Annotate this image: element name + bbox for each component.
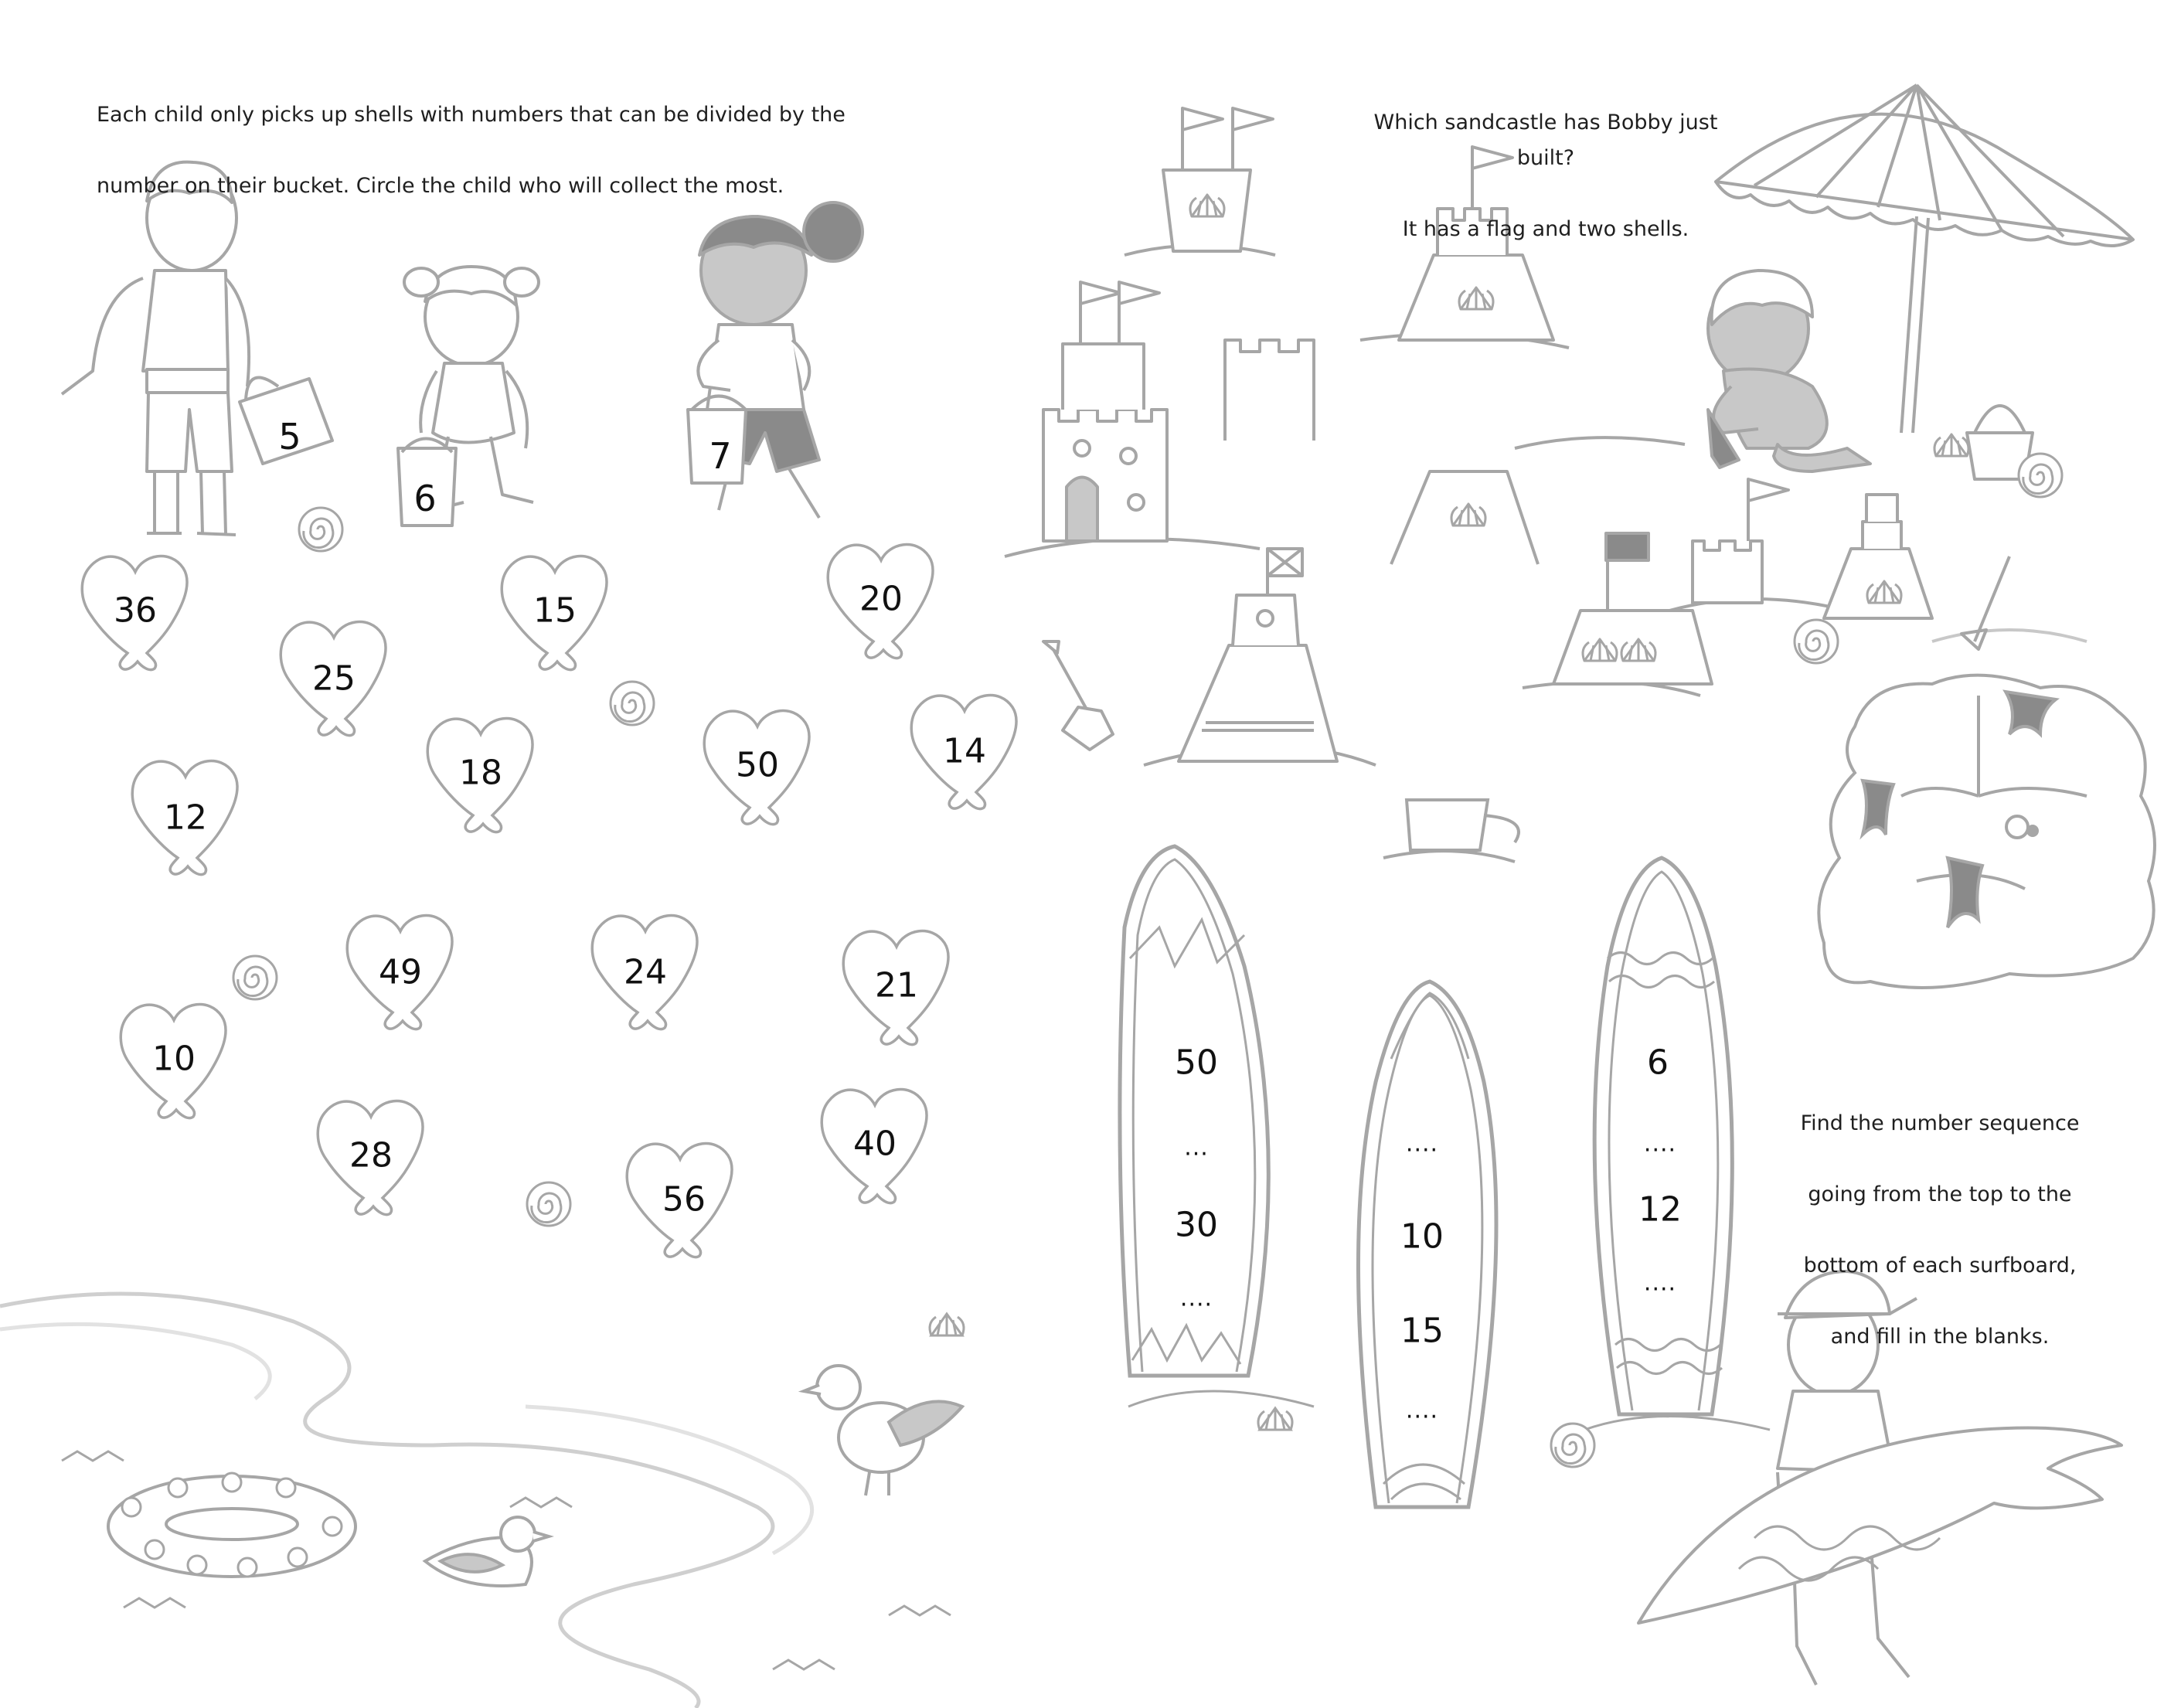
- surf-instructions-line-1: Find the number sequence: [1800, 1111, 2080, 1135]
- rock-pool: [1819, 675, 2155, 988]
- shell-number[interactable]: 40: [853, 1124, 897, 1164]
- castle-question: [1345, 70, 1747, 283]
- shell-number[interactable]: 24: [624, 952, 667, 992]
- bucket-number-girl: 6: [413, 478, 437, 519]
- shell-number[interactable]: 10: [152, 1039, 196, 1079]
- surfboard-middle-low: 15: [1400, 1311, 1444, 1351]
- small-scallop-1: [930, 1314, 964, 1335]
- spiral-shell-4: [527, 1182, 570, 1226]
- surfboard-left: [1120, 846, 1314, 1407]
- shell-number[interactable]: 50: [736, 745, 779, 785]
- shell-number[interactable]: 15: [533, 590, 577, 631]
- seagull-swimming: [425, 1517, 549, 1586]
- castle-question-line-2: It has a flag and two shells.: [1402, 217, 1689, 241]
- small-scallop-2: [1258, 1408, 1292, 1430]
- surfboard-right-blank-2[interactable]: ....: [1643, 1269, 1677, 1297]
- surfboard-left-blank-2[interactable]: ....: [1179, 1284, 1213, 1312]
- spiral-shell-1: [299, 508, 342, 551]
- surfboard-middle-blank-1[interactable]: ....: [1405, 1130, 1439, 1158]
- spiral-shell-5: [1551, 1424, 1594, 1467]
- shell-number[interactable]: 36: [114, 590, 157, 631]
- castle-question-line-1: Which sandcastle has Bobby just built?: [1373, 111, 1718, 170]
- surf-instructions-line-4: and fill in the blanks.: [1830, 1325, 2050, 1349]
- surf-instructions-line-2: going from the top to the: [1808, 1182, 2072, 1206]
- surfboard-right: [1584, 858, 1770, 1430]
- small-bucket: [1383, 800, 1519, 862]
- shell-number[interactable]: 21: [875, 965, 918, 1005]
- shells-instructions-line-2: number on their bucket. Circle the child who will collect the most.: [97, 174, 784, 198]
- bucket-number-girl2: 7: [709, 435, 732, 477]
- shells-instructions-line-1: Each child only picks up shells with numbers that can be divided by the: [97, 103, 846, 127]
- surfboard-middle-mid: 10: [1400, 1216, 1444, 1257]
- bucket-number-boy: 5: [278, 416, 301, 458]
- surfboard-instructions: [1785, 1070, 2094, 1390]
- surfboard-middle-blank-2[interactable]: ....: [1405, 1397, 1439, 1424]
- surfboard-right-mid: 12: [1638, 1189, 1682, 1230]
- surf-instructions-line-3: bottom of each surfboard,: [1803, 1254, 2077, 1278]
- surfboard-right-top: 6: [1647, 1043, 1669, 1083]
- surfboard-left-blank-1[interactable]: ...: [1184, 1134, 1209, 1162]
- shell-number[interactable]: 14: [943, 731, 986, 771]
- surfboard-left-mid: 30: [1175, 1205, 1218, 1245]
- shell-number[interactable]: 49: [379, 952, 422, 992]
- shell-number[interactable]: 56: [662, 1179, 706, 1220]
- surfboard-left-top: 50: [1175, 1043, 1218, 1083]
- spiral-shell-2: [611, 682, 654, 725]
- shell-number[interactable]: 25: [312, 658, 356, 699]
- rubber-ring: [108, 1473, 356, 1577]
- seagull-standing: [804, 1366, 962, 1495]
- surfboard-right-blank-1[interactable]: ....: [1643, 1130, 1677, 1158]
- spiral-shell-3: [233, 956, 277, 999]
- shell-number[interactable]: 12: [164, 798, 207, 838]
- shell-number[interactable]: 20: [859, 579, 903, 619]
- shells-instructions: [97, 62, 846, 240]
- shell-number[interactable]: 28: [349, 1135, 393, 1176]
- shell-number[interactable]: 18: [459, 753, 502, 793]
